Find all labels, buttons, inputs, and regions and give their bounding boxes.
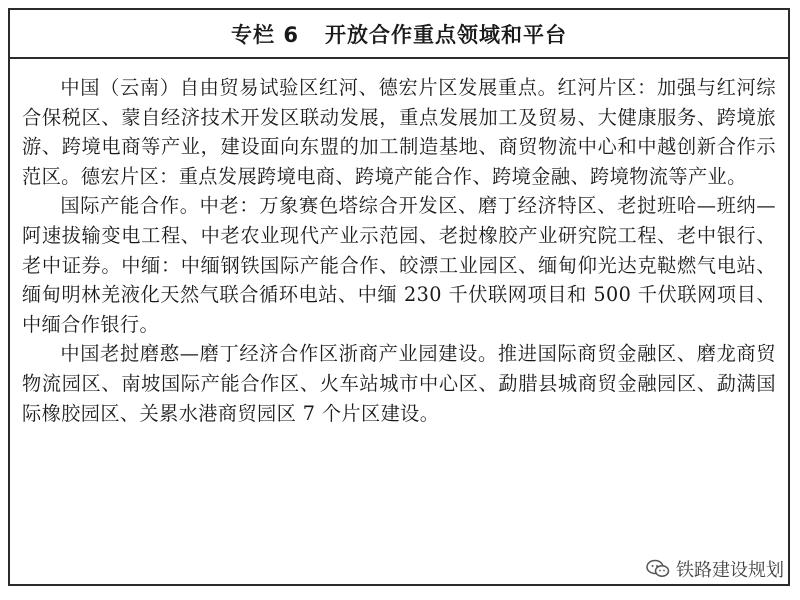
watermark-text: 铁路建设规划 [676,560,784,581]
watermark [646,556,784,582]
box-label: 专栏 6 [231,22,299,47]
box-header [10,10,788,59]
paragraph-capacity-cooperation: 国际产能合作。中老：万象赛色塔综合开发区、磨丁经济特区、老挝班哈—班纳—阿速拔输变电工程、中老农业现代产业示范园、老挝橡胶产业研究院工程、老中银行、老中证券。中缅：中缅钢铁国际产能合作、皎漂工业园区、缅甸仰光达克鞑燃气电站、缅甸明林羌液化天然气联合循环电站、中缅 230 千伏联网项目和 500 千伏联网项目、中缅合作银行。 [22,194,776,336]
paragraph-mohan-boten: 中国老挝磨憨—磨丁经济合作区浙商产业园建设。推进国际商贸金融区、磨龙商贸物流园区、南坡国际产能合作区、火车站城市中心区、勐腊县城商贸金融园区、勐满国际橡胶园区、关累水港商贸园区 7 个片区建设。 [22,342,776,425]
box-body [10,59,788,428]
wechat-icon [646,559,670,579]
paragraph-free-trade-zone: 中国（云南）自由贸易试验区红河、德宏片区发展重点。红河片区：加强与红河综合保税区、蒙自经济技术开发区联动发展，重点发展加工及贸易、大健康服务、跨境旅游、跨境电商等产业，建设面向东盟的加工制造基地、商贸物流中心和中越创新合作示范区。德宏片区：重点发展跨境电商、跨境产能合作、跨境金融、跨境物流等产业。 [22,76,776,188]
box-title: 开放合作重点领域和平台 [324,22,567,47]
feature-box [8,8,790,586]
